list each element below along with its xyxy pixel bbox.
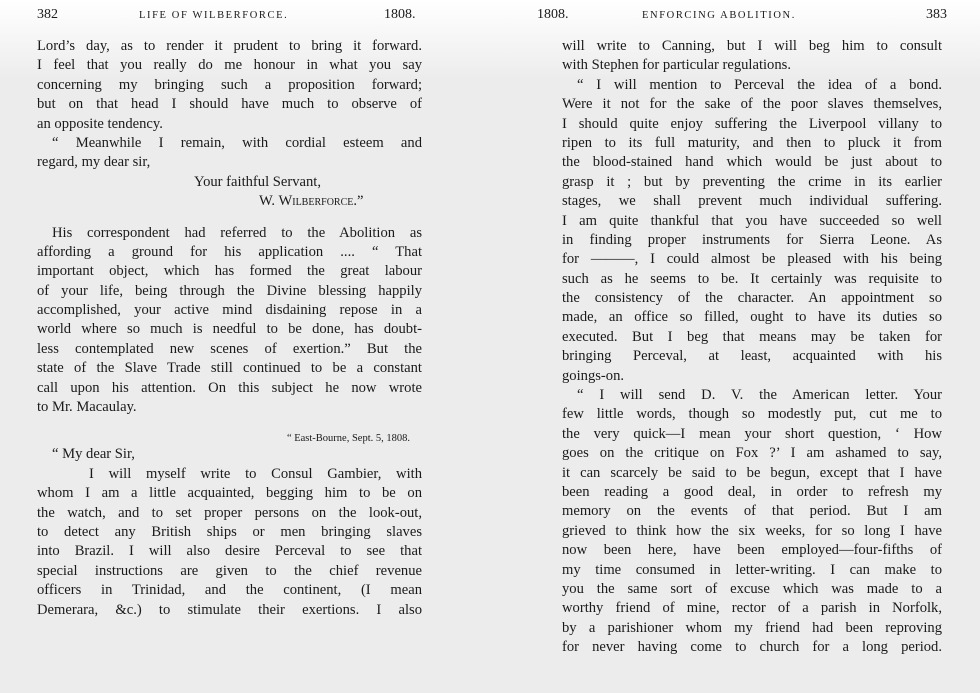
- text-line: you the same sort of excuse which was made to a: [562, 580, 942, 597]
- text-line: “ Meanwhile I remain, with cordial esteem and: [52, 134, 422, 151]
- text-line: it can scarcely be said to be begun, except that I have: [562, 464, 942, 481]
- text-line: Lord’s day, as to render it prudent to bring it forward.: [37, 38, 422, 54]
- text-line: worthy friend of mine, rector of a parish in Norfolk,: [562, 600, 942, 617]
- signature: W. Wilberforce.”: [259, 193, 364, 210]
- page-number: 382: [37, 7, 58, 22]
- text-line: grasp it ; but by preventing the crime in its earlier: [562, 173, 942, 190]
- text-line: into Brazil. I will also desire Perceval to see that: [37, 543, 422, 560]
- text-line: I feel that you really do me honour in what you say: [37, 57, 422, 74]
- running-title: ENFORCING ABOLITION.: [642, 10, 796, 21]
- right-body-text: [562, 37, 942, 658]
- text-line: of your life, being through the Divine blessing happily: [37, 282, 422, 299]
- left-page: [37, 0, 422, 693]
- text-line: His correspondent had referred to the Abolition as: [52, 224, 422, 241]
- text-line: such as he seems to be. It certainly was requisite to: [562, 270, 942, 287]
- text-line: “ I will send D. V. the American letter. Your: [577, 387, 942, 404]
- text-line: affording a ground for his application .... “ That: [37, 243, 422, 260]
- text-line: grieved to think how the six weeks, for so long I have: [562, 522, 942, 539]
- text-line: I am quite thankful that you have succeeded so well: [562, 212, 942, 229]
- text-line: goes on the critique on Fox ?’ I am ashamed to say,: [562, 445, 942, 462]
- text-line: few little words, though so modestly put, cut me to: [562, 406, 942, 423]
- text-line: Demerara, &c.) to stimulate their exertions. I also: [37, 601, 422, 618]
- page-number: 383: [926, 7, 947, 22]
- text-line: with Stephen for particular regulations.: [562, 57, 791, 74]
- text-line: the consistency of the character. An appointment so: [562, 290, 942, 307]
- letter-salutation: “ My dear Sir,: [52, 446, 135, 463]
- text-line: state of the Slave Trade still continued to be a constant: [37, 360, 422, 377]
- text-line: will write to Canning, but I will beg him to consult: [562, 38, 942, 54]
- running-title: LIFE OF WILBERFORCE.: [139, 10, 289, 21]
- text-line: now been here, have been employed—four-fifths of: [562, 542, 942, 559]
- text-line: for ———, I could almost be pleased with his being: [562, 251, 942, 268]
- text-line: to Mr. Macaulay.: [37, 399, 137, 416]
- text-line: in finding proper instruments for Sierra Leone. As: [562, 231, 942, 248]
- text-line: but on that head I should have much to observe of: [37, 96, 422, 113]
- text-line: world where so much is needful to be done, has doubt-: [37, 321, 422, 338]
- text-line: I will myself write to Consul Gambier, with: [89, 465, 422, 482]
- text-line: officers in Trinidad, and the continent, (I mean: [37, 582, 422, 599]
- letter-dateline: “ East-Bourne, Sept. 5, 1808.: [286, 433, 410, 445]
- running-head-left: [37, 7, 422, 27]
- running-head-right: [537, 7, 947, 27]
- text-line: special instructions are given to the chief revenue: [37, 562, 422, 579]
- text-line: goings-on.: [562, 367, 625, 384]
- text-line: executed. But I beg that means may be taken for: [562, 328, 942, 345]
- text-line: call upon his attention. On this subject he now wrote: [37, 379, 422, 396]
- text-line: accomplished, your active mind disdaining repose in a: [37, 302, 422, 319]
- text-line: the blood-stained hand which would be just about to: [562, 154, 942, 171]
- text-line: less contemplated new scenes of exertion.” But the: [37, 340, 422, 357]
- running-year: 1808.: [384, 7, 416, 22]
- text-line: ripen to its full maturity, and then to pluck it from: [562, 134, 942, 151]
- text-line: the very quick—I mean your short question, ‘ How: [562, 425, 942, 442]
- text-line: important object, which has formed the great labour: [37, 263, 422, 280]
- text-line: been reading a good deal, in order to refresh my: [562, 483, 942, 500]
- text-line: memory on the events of that period. But I am: [562, 503, 942, 520]
- running-year: 1808.: [537, 7, 569, 22]
- closing-salutation: Your faithful Servant,: [194, 173, 322, 190]
- text-line: my time consumed in letter-writing. I can make to: [562, 561, 942, 578]
- text-line: bringing Perceval, at least, acquainted with his: [562, 348, 942, 365]
- text-line: Were it not for the sake of the poor slaves themselves,: [562, 96, 942, 113]
- text-line: for never having come to church for a long period.: [562, 639, 942, 656]
- text-line: I should quite enjoy suffering the Liverpool villany to: [562, 115, 942, 132]
- text-line: stages, we shall prevent much individual suffering.: [562, 193, 942, 210]
- text-line: the watch, and to set proper persons on the look-out,: [37, 504, 422, 521]
- text-line: made, an office so filled, ought to have its duties so: [562, 309, 942, 326]
- right-page: [537, 0, 947, 693]
- left-body-text: [37, 37, 422, 620]
- text-line: regard, my dear sir,: [37, 154, 151, 171]
- text-line: whom I am a little acquainted, begging him to be on: [37, 485, 422, 502]
- text-line: by a parishioner whom my friend had been reproving: [562, 619, 942, 636]
- text-line: to detect any British ships or men bringing slaves: [37, 523, 422, 540]
- text-line: concerning my bringing such a proposition forward;: [37, 76, 422, 93]
- text-line: “ I will mention to Perceval the idea of a bond.: [577, 76, 942, 93]
- text-line: an opposite tendency.: [37, 115, 163, 132]
